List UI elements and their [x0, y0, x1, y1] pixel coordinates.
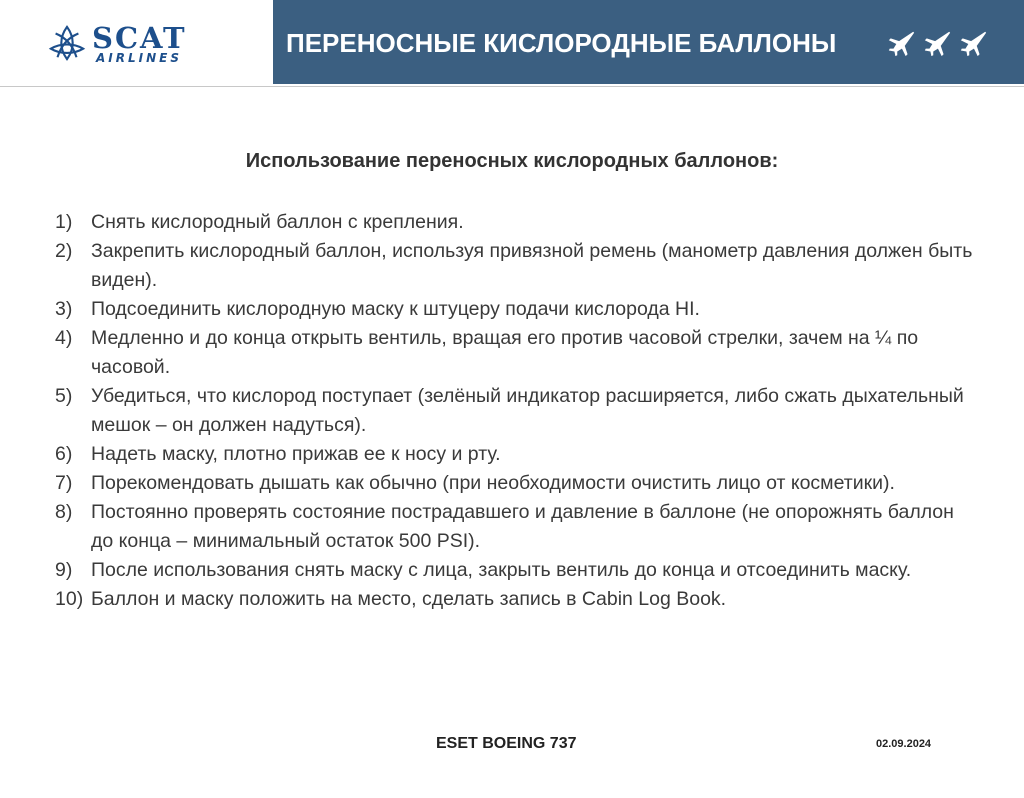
- list-item: [55, 585, 975, 614]
- footer-date: 02.09.2024: [876, 738, 932, 750]
- list-item: [55, 237, 975, 295]
- step-text: Баллон и маску положить на место, сделать запись в Cabin Log Book.: [91, 588, 727, 610]
- footer-course-label: ESET BOEING 737: [436, 735, 577, 752]
- list-item: [55, 295, 975, 324]
- step-text: Надеть маску, плотно прижав ее к носу и рту.: [91, 443, 501, 465]
- list-item: [55, 382, 975, 440]
- list-item: [55, 469, 975, 498]
- step-text: Убедиться, что кислород поступает (зелёный индикатор расширяется, либо сжать дыхательный мешок – он должен надуться).: [91, 385, 964, 436]
- step-text: После использования снять маску с лица, закрыть вентиль до конца и отсоединить маску.: [91, 559, 912, 581]
- step-text: Постоянно проверять состояние пострадавшего и давление в баллоне (не опорожнять баллон до конца – минимальный остаток 500 PSI).: [91, 501, 954, 552]
- step-text: Закрепить кислородный баллон, используя привязной ремень (манометр давления должен быть виден).: [91, 240, 973, 291]
- step-text: Подсоединить кислородную маску к штуцеру подачи кислорода HI.: [91, 298, 700, 320]
- step-number: 2): [55, 240, 73, 262]
- step-text: Порекомендовать дышать как обычно (при необходимости очистить лицо от косметики).: [91, 472, 895, 494]
- section-heading: Использование переносных кислородных баллонов:: [245, 150, 779, 172]
- header-divider: [0, 86, 1024, 87]
- list-item: [55, 440, 975, 469]
- step-number: 5): [55, 385, 73, 407]
- step-text: Снять кислородный баллон с крепления.: [91, 211, 464, 233]
- list-item: [55, 498, 975, 556]
- step-number: 1): [55, 211, 73, 233]
- step-number: 9): [55, 559, 73, 581]
- airplane-icon: [922, 28, 952, 58]
- airplane-icon: [886, 28, 916, 58]
- logo-subtitle: AIRLINES: [96, 51, 182, 65]
- steps-list: [55, 208, 975, 614]
- scat-emblem-icon: [48, 24, 86, 62]
- step-text: Медленно и до конца открыть вентиль, вращая его против часовой стрелки, зачем на ¼ по часовой.: [91, 327, 919, 378]
- step-number: 4): [55, 327, 73, 349]
- step-number: 6): [55, 443, 73, 465]
- step-number: 8): [55, 501, 73, 523]
- logo-wordmark: SCAT: [92, 21, 187, 55]
- header-planes: [886, 28, 988, 58]
- airplane-icon: [958, 28, 988, 58]
- page-title: ПЕРЕНОСНЫЕ КИСЛОРОДНЫЕ БАЛЛОНЫ: [286, 28, 837, 58]
- step-number: 10): [55, 588, 84, 610]
- header-band: [273, 0, 1024, 84]
- list-item: [55, 324, 975, 382]
- list-item: [55, 556, 975, 585]
- step-number: 3): [55, 298, 73, 320]
- logo: [0, 0, 270, 84]
- step-number: 7): [55, 472, 73, 494]
- list-item: [55, 208, 975, 237]
